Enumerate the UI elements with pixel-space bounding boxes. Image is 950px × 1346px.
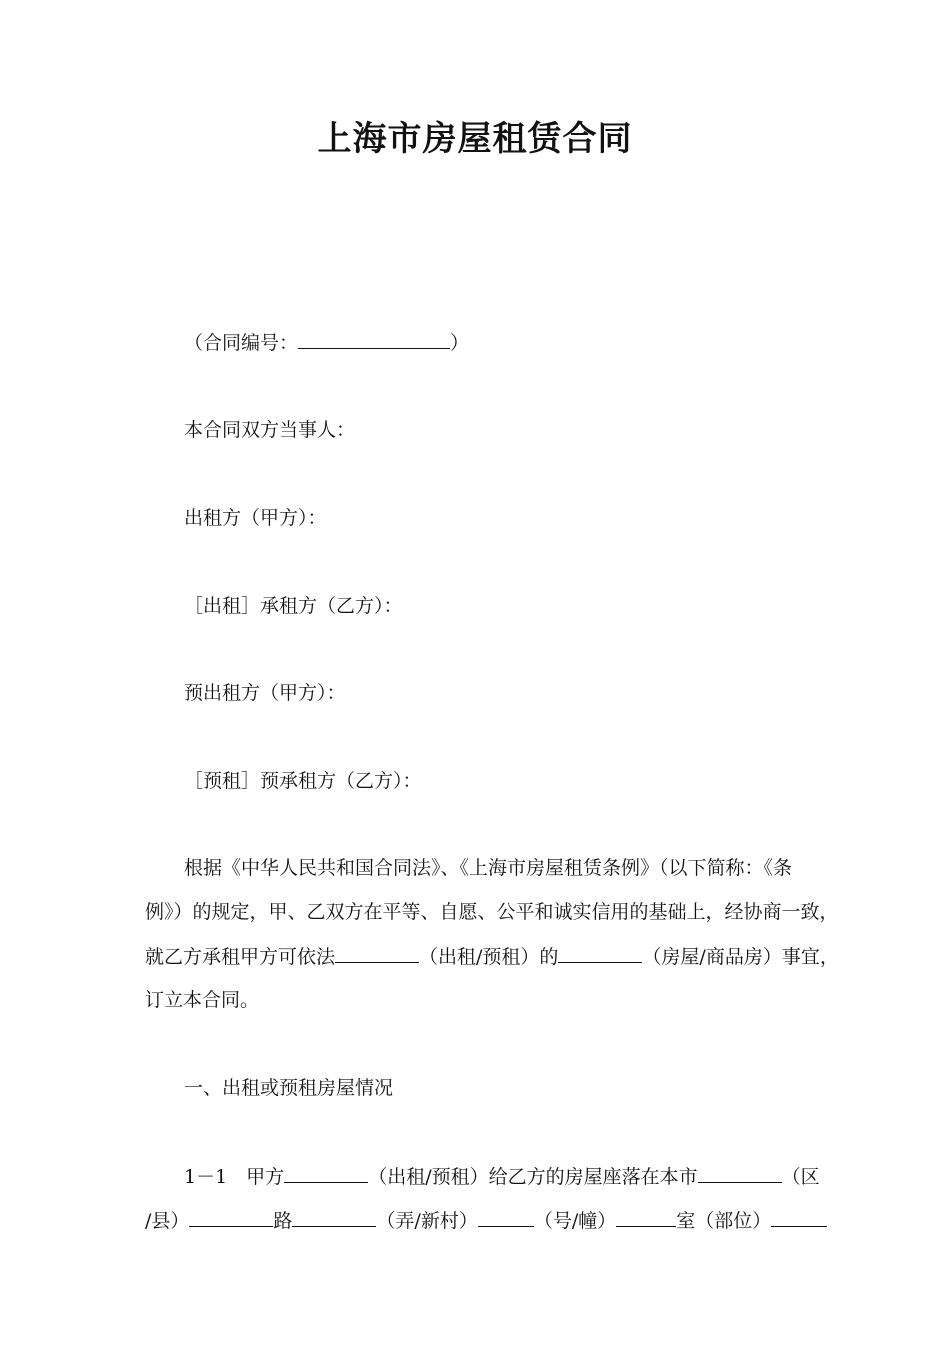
clause-text-e: 路 — [273, 1210, 293, 1232]
preamble-line-2: 例》）的规定，甲、乙双方在平等、自愿、公平和诚实信用的基础上，经协商一致， — [145, 901, 839, 923]
document-title: 上海市房屋租赁合同 — [317, 119, 633, 159]
lease-type-blank[interactable] — [335, 944, 419, 963]
contract-number-line — [184, 330, 469, 355]
contract-number-label: （合同编号： — [184, 332, 299, 354]
contract-number-close: ） — [450, 332, 470, 354]
clause-text-g: （号/幢） — [533, 1210, 617, 1232]
parties-intro: 本合同双方当事人： — [184, 419, 356, 441]
clause-text-f: （弄/新村） — [376, 1210, 478, 1232]
clause-text-a: 1－1 甲方 — [184, 1166, 285, 1188]
preamble-line-4: 订立本合同。 — [145, 989, 260, 1011]
clause-1-1-line-2 — [145, 1208, 827, 1233]
pre-lessee-label: ［预租］预承租方（乙方）： — [184, 770, 422, 792]
preamble-line-1: 根据《中华人民共和国合同法》、《上海市房屋租赁条例》（以下简称：《条 — [184, 857, 793, 879]
preamble-text-b: （出租/预租）的 — [419, 946, 559, 968]
contract-number-blank[interactable] — [298, 330, 450, 349]
clause-1-1-line-1 — [184, 1164, 820, 1189]
preamble-line-3 — [145, 944, 839, 969]
lessor-label: 出租方（甲方）： — [184, 507, 327, 529]
clause-text-h: 室（部位） — [676, 1210, 772, 1232]
preamble-text-a: 就乙方承租甲方可依法 — [145, 946, 336, 968]
section-1-heading: 一、出租或预租房屋情况 — [184, 1077, 394, 1099]
clause-text-b: （出租/预租）给乙方的房屋座落在本市 — [368, 1166, 698, 1188]
lessee-label: ［出租］承租方（乙方）： — [184, 595, 403, 617]
district-blank[interactable] — [698, 1164, 782, 1183]
clause-text-c: （区 — [781, 1166, 820, 1188]
room-blank[interactable] — [771, 1208, 827, 1227]
pre-lessor-label: 预出租方（甲方）： — [184, 682, 346, 704]
road-blank[interactable] — [189, 1208, 273, 1227]
number-blank[interactable] — [478, 1208, 534, 1227]
lane-blank[interactable] — [292, 1208, 376, 1227]
lease-mode-blank[interactable] — [284, 1164, 368, 1183]
building-blank[interactable] — [616, 1208, 676, 1227]
preamble-text-c: （房屋/商品房）事宜， — [642, 946, 839, 968]
clause-text-d: /县） — [145, 1210, 190, 1232]
property-type-blank[interactable] — [558, 944, 642, 963]
